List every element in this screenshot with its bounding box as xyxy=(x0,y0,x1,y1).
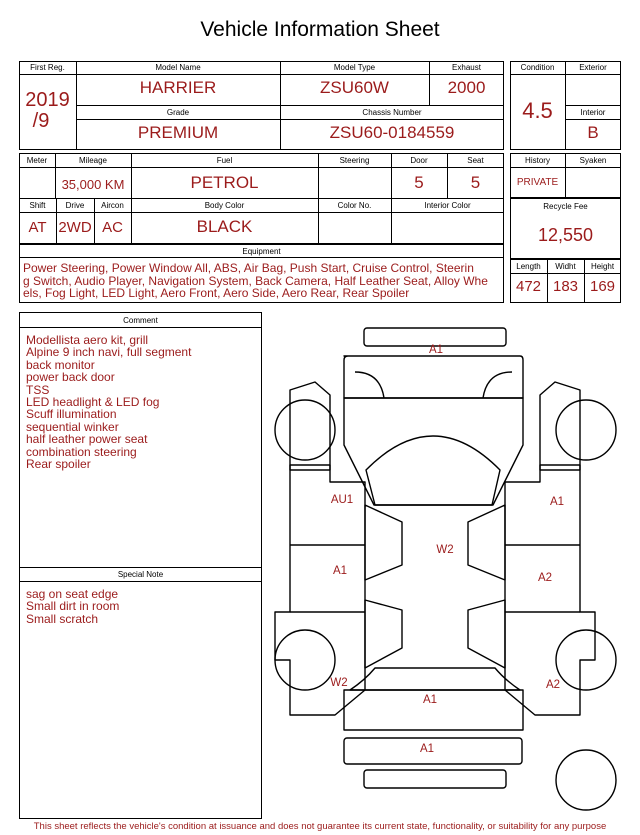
first-reg-label: First Reg. xyxy=(30,63,65,72)
left-front-fender-top xyxy=(290,382,330,470)
comment-line: half leather power seat xyxy=(26,432,148,447)
special-note-line: Small scratch xyxy=(26,611,99,626)
meter-label: Meter xyxy=(26,156,48,165)
model-name-label: Model Name xyxy=(155,63,201,72)
width-label: Widht xyxy=(555,262,576,271)
condition-value: 4.5 xyxy=(522,98,553,123)
comment-line: Scuff illumination xyxy=(26,407,117,422)
comment-line: power back door xyxy=(26,370,115,385)
damage-right-rear-fender: A2 xyxy=(545,679,561,691)
equipment-line: g Switch, Audio Player, Navigation System, Back Camera, Half Leather Seat, Alloy Whe xyxy=(23,273,488,288)
drive-value: 2WD xyxy=(58,219,92,236)
exhaust-label: Exhaust xyxy=(452,63,481,72)
aircon-value: AC xyxy=(102,219,123,236)
sheet-title: Vehicle Information Sheet xyxy=(200,18,440,41)
first-reg-month: /9 xyxy=(32,110,50,132)
length-value: 472 xyxy=(515,278,542,295)
front-right-light xyxy=(483,372,512,398)
spare-wheel xyxy=(556,750,616,810)
left-front-wheel xyxy=(275,400,335,460)
height-value: 169 xyxy=(589,278,616,295)
length-label: Length xyxy=(516,262,541,271)
chassis-label: Chassis Number xyxy=(362,108,422,117)
exhaust-value: 2000 xyxy=(447,78,486,97)
comment-line: Alpine 9 inch navi, full segment xyxy=(26,345,192,360)
first-reg-year: 2019 xyxy=(25,89,70,111)
comment-line: back monitor xyxy=(26,357,95,372)
damage-rear-gate: A1 xyxy=(422,694,438,706)
fuel-label: Fuel xyxy=(216,156,233,165)
fuel-value: PETROL xyxy=(190,173,259,192)
history-label: History xyxy=(525,156,550,165)
model-type-label: Model Type xyxy=(333,63,376,72)
front-left-light xyxy=(355,372,384,398)
rear-glass-outline xyxy=(350,668,520,690)
drive-label: Drive xyxy=(65,201,85,210)
model-type-value: ZSU60W xyxy=(320,78,389,97)
grade-value: PREMIUM xyxy=(137,123,219,142)
damage-right-rear-door: A2 xyxy=(537,572,553,584)
history-value: PRIVATE xyxy=(516,177,559,188)
recycle-fee-value: 12,550 xyxy=(537,225,594,245)
interior-value: B xyxy=(587,123,599,142)
steering-label: Steering xyxy=(339,156,370,165)
comment-line: TSS xyxy=(26,382,50,397)
aircon-label: Aircon xyxy=(101,201,124,210)
height-label: Height xyxy=(590,262,615,271)
right-rear-window xyxy=(468,600,505,668)
chassis-value: ZSU60-0184559 xyxy=(329,123,455,142)
damage-roof: W2 xyxy=(436,544,454,556)
roof-outline xyxy=(402,522,468,652)
special-note-line: sag on seat edge xyxy=(26,587,119,601)
footer-disclaimer: This sheet reflects the vehicle's condition at issuance and does not guarantee its current state, functionality, or suitability for any purpose xyxy=(33,821,607,832)
door-value: 5 xyxy=(414,173,424,192)
grade-label: Grade xyxy=(166,108,190,117)
damage-left-front-fender: AU1 xyxy=(330,494,354,506)
equipment-line: els, Fog Light, LED Light, Aero Front, Aero Side, Aero Rear, Rear Spoiler xyxy=(23,286,410,301)
comment-label: Comment xyxy=(123,316,158,325)
door-label: Door xyxy=(410,156,428,165)
seat-value: 5 xyxy=(470,173,481,192)
interior-color-label: Interior Color xyxy=(424,201,471,210)
comment-line: LED headlight & LED fog xyxy=(26,395,160,410)
model-name-value: HARRIER xyxy=(139,78,217,97)
damage-left-rear-fender: W2 xyxy=(330,677,348,689)
exterior-label: Exterior xyxy=(579,63,607,72)
comment-line: sequential winker xyxy=(26,419,119,434)
shift-label: Shift xyxy=(29,201,46,210)
mileage-label: Mileage xyxy=(78,156,107,165)
color-no-label: Color No. xyxy=(337,201,372,210)
left-front-window xyxy=(365,505,402,580)
comment-line: Rear spoiler xyxy=(26,457,91,472)
seat-label: Seat xyxy=(467,156,484,165)
mileage-value: 35,000 KM xyxy=(61,177,125,192)
equipment-line: Power Steering, Power Window All, ABS, Air Bag, Push Start, Cruise Control, Steerin xyxy=(23,261,474,275)
condition-label: Condition xyxy=(520,63,555,72)
damage-front-bumper: A1 xyxy=(428,344,444,356)
special-note-label: Special Note xyxy=(117,570,164,579)
special-note-line: Small dirt in room xyxy=(26,599,120,614)
equipment-label: Equipment xyxy=(242,247,281,256)
front-panel-outline xyxy=(344,356,523,398)
body-color-value: BLACK xyxy=(196,217,253,236)
windshield-outline xyxy=(366,436,500,505)
interior-label: Interior xyxy=(580,108,606,117)
right-front-wheel xyxy=(556,400,616,460)
damage-rear-bumper: A1 xyxy=(419,743,435,755)
width-value: 183 xyxy=(552,278,579,295)
shift-value: AT xyxy=(28,219,47,236)
comment-line: Modellista aero kit, grill xyxy=(26,333,149,347)
left-rear-window xyxy=(365,600,402,668)
damage-left-rear-door: A1 xyxy=(332,565,348,577)
recycle-fee-label: Recycle Fee xyxy=(543,202,588,211)
right-front-window xyxy=(468,505,505,580)
damage-right-front-fender: A1 xyxy=(549,496,565,508)
rear-lower-outline xyxy=(364,770,506,788)
comment-line: combination steering xyxy=(26,444,137,459)
body-color-label: Body Color xyxy=(204,201,245,210)
syaken-label: Syaken xyxy=(579,156,607,165)
